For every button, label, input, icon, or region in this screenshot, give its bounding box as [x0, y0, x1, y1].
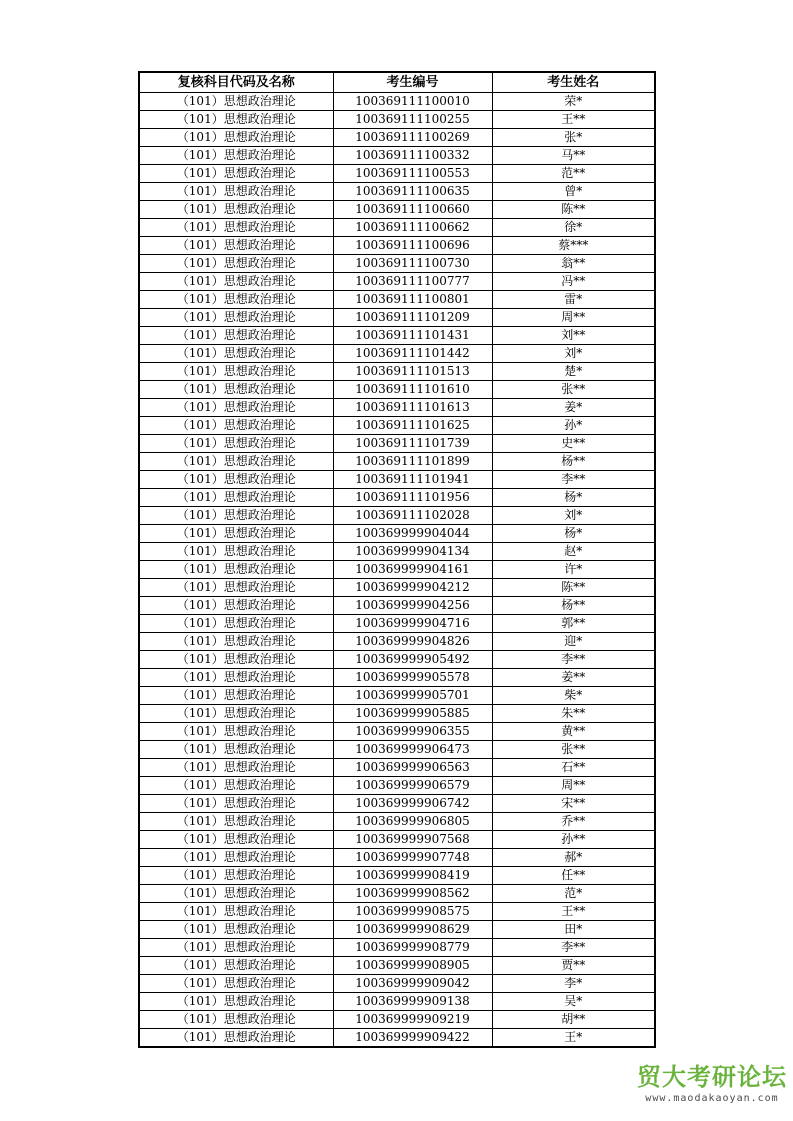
cell-subject: （101）思想政治理论: [139, 615, 333, 633]
cell-candidate-id: 100369999906473: [333, 741, 492, 759]
cell-candidate-name: 楚*: [492, 363, 655, 381]
cell-candidate-id: 100369999906563: [333, 759, 492, 777]
table-row: [139, 795, 655, 813]
cell-candidate-id: 100369111101899: [333, 453, 492, 471]
cell-candidate-id: 100369999906742: [333, 795, 492, 813]
table-row: [139, 111, 655, 129]
cell-candidate-name: 孙*: [492, 417, 655, 435]
cell-candidate-id: 100369999908419: [333, 867, 492, 885]
cell-subject: （101）思想政治理论: [139, 795, 333, 813]
cell-candidate-name: 赵*: [492, 543, 655, 561]
cell-subject: （101）思想政治理论: [139, 597, 333, 615]
cell-subject: （101）思想政治理论: [139, 777, 333, 795]
cell-candidate-id: 100369111102028: [333, 507, 492, 525]
cell-candidate-name: 杨**: [492, 453, 655, 471]
cell-candidate-id: 100369999904161: [333, 561, 492, 579]
cell-candidate-id: 100369999907748: [333, 849, 492, 867]
cell-candidate-name: 张**: [492, 381, 655, 399]
cell-candidate-id: 100369999904044: [333, 525, 492, 543]
cell-subject: （101）思想政治理论: [139, 993, 333, 1011]
table-row: [139, 507, 655, 525]
cell-candidate-name: 翁**: [492, 255, 655, 273]
cell-candidate-name: 姜*: [492, 399, 655, 417]
table-row: [139, 687, 655, 705]
cell-candidate-name: 黄**: [492, 723, 655, 741]
cell-candidate-name: 张*: [492, 129, 655, 147]
cell-subject: （101）思想政治理论: [139, 129, 333, 147]
cell-candidate-name: 王**: [492, 111, 655, 129]
cell-candidate-name: 荣*: [492, 93, 655, 111]
cell-candidate-id: 100369999906805: [333, 813, 492, 831]
table-header-row: [139, 72, 655, 93]
cell-candidate-id: 100369999909219: [333, 1011, 492, 1029]
cell-candidate-name: 宋**: [492, 795, 655, 813]
cell-candidate-name: 郭**: [492, 615, 655, 633]
cell-subject: （101）思想政治理论: [139, 201, 333, 219]
cell-candidate-id: 100369999905578: [333, 669, 492, 687]
table-row: [139, 633, 655, 651]
cell-candidate-name: 雷*: [492, 291, 655, 309]
cell-candidate-id: 100369111100010: [333, 93, 492, 111]
cell-candidate-name: 杨*: [492, 489, 655, 507]
cell-candidate-name: 杨*: [492, 525, 655, 543]
table-row: [139, 777, 655, 795]
cell-candidate-name: 马**: [492, 147, 655, 165]
table-row: [139, 201, 655, 219]
cell-subject: （101）思想政治理论: [139, 813, 333, 831]
cell-candidate-id: 100369111100553: [333, 165, 492, 183]
table-row: [139, 129, 655, 147]
table-row: [139, 831, 655, 849]
table-row: [139, 885, 655, 903]
cell-candidate-id: 100369999908575: [333, 903, 492, 921]
cell-candidate-name: 王*: [492, 1029, 655, 1048]
table-row: [139, 255, 655, 273]
cell-candidate-id: 100369111100662: [333, 219, 492, 237]
cell-subject: （101）思想政治理论: [139, 147, 333, 165]
cell-subject: （101）思想政治理论: [139, 237, 333, 255]
table-row: [139, 1029, 655, 1048]
cell-candidate-id: 100369999906579: [333, 777, 492, 795]
cell-subject: （101）思想政治理论: [139, 867, 333, 885]
cell-subject: （101）思想政治理论: [139, 723, 333, 741]
cell-subject: （101）思想政治理论: [139, 525, 333, 543]
cell-subject: （101）思想政治理论: [139, 705, 333, 723]
cell-candidate-id: 100369999904826: [333, 633, 492, 651]
cell-candidate-id: 100369999906355: [333, 723, 492, 741]
table-row: [139, 723, 655, 741]
table-row: [139, 813, 655, 831]
cell-subject: （101）思想政治理论: [139, 903, 333, 921]
cell-candidate-id: 100369111101431: [333, 327, 492, 345]
table-row: [139, 561, 655, 579]
table-row: [139, 1011, 655, 1029]
cell-candidate-id: 100369111101209: [333, 309, 492, 327]
cell-candidate-id: 100369999905885: [333, 705, 492, 723]
cell-candidate-name: 周**: [492, 777, 655, 795]
cell-subject: （101）思想政治理论: [139, 687, 333, 705]
table-row: [139, 399, 655, 417]
table-row: [139, 597, 655, 615]
cell-candidate-id: 100369111100269: [333, 129, 492, 147]
cell-candidate-name: 杨**: [492, 597, 655, 615]
cell-subject: （101）思想政治理论: [139, 741, 333, 759]
cell-subject: （101）思想政治理论: [139, 849, 333, 867]
cell-candidate-id: 100369999908905: [333, 957, 492, 975]
cell-candidate-id: 100369111100777: [333, 273, 492, 291]
cell-candidate-id: 100369999908779: [333, 939, 492, 957]
cell-subject: （101）思想政治理论: [139, 363, 333, 381]
cell-candidate-name: 朱**: [492, 705, 655, 723]
cell-candidate-id: 100369111101956: [333, 489, 492, 507]
watermark-url: www.maodakaoyan.com: [645, 1093, 779, 1104]
cell-candidate-id: 100369999909042: [333, 975, 492, 993]
cell-candidate-id: 100369111101513: [333, 363, 492, 381]
cell-subject: （101）思想政治理论: [139, 1029, 333, 1048]
cell-candidate-name: 石**: [492, 759, 655, 777]
cell-subject: （101）思想政治理论: [139, 471, 333, 489]
table-row: [139, 867, 655, 885]
table-row: [139, 345, 655, 363]
table-row: [139, 489, 655, 507]
table-row: [139, 669, 655, 687]
cell-candidate-name: 徐*: [492, 219, 655, 237]
cell-candidate-id: 100369999907568: [333, 831, 492, 849]
cell-candidate-name: 范**: [492, 165, 655, 183]
forum-watermark: [637, 1062, 787, 1106]
cell-subject: （101）思想政治理论: [139, 165, 333, 183]
cell-candidate-name: 曾*: [492, 183, 655, 201]
cell-candidate-id: 100369111100332: [333, 147, 492, 165]
cell-candidate-id: 100369999905492: [333, 651, 492, 669]
table-row: [139, 291, 655, 309]
table-row: [139, 309, 655, 327]
table-row: [139, 957, 655, 975]
cell-candidate-name: 陈**: [492, 201, 655, 219]
cell-candidate-id: 100369111100696: [333, 237, 492, 255]
cell-subject: （101）思想政治理论: [139, 507, 333, 525]
table-row: [139, 939, 655, 957]
table-row: [139, 975, 655, 993]
table-row: [139, 93, 655, 111]
cell-candidate-name: 李**: [492, 471, 655, 489]
cell-candidate-id: 100369111100635: [333, 183, 492, 201]
table-row: [139, 615, 655, 633]
cell-subject: （101）思想政治理论: [139, 93, 333, 111]
table-row: [139, 417, 655, 435]
table-row: [139, 453, 655, 471]
cell-candidate-name: 张**: [492, 741, 655, 759]
cell-candidate-name: 刘**: [492, 327, 655, 345]
cell-subject: （101）思想政治理论: [139, 291, 333, 309]
cell-candidate-name: 姜**: [492, 669, 655, 687]
table-row: [139, 651, 655, 669]
cell-candidate-name: 史**: [492, 435, 655, 453]
cell-candidate-name: 迎*: [492, 633, 655, 651]
table-row: [139, 525, 655, 543]
cell-candidate-id: 100369111101442: [333, 345, 492, 363]
table-row: [139, 579, 655, 597]
cell-candidate-name: 许*: [492, 561, 655, 579]
cell-subject: （101）思想政治理论: [139, 345, 333, 363]
cell-subject: （101）思想政治理论: [139, 489, 333, 507]
cell-subject: （101）思想政治理论: [139, 273, 333, 291]
table-row: [139, 273, 655, 291]
cell-candidate-id: 100369999909422: [333, 1029, 492, 1048]
cell-subject: （101）思想政治理论: [139, 885, 333, 903]
review-list-table: [138, 71, 656, 1048]
table-row: [139, 741, 655, 759]
table-body: [139, 93, 655, 1048]
cell-candidate-name: 范*: [492, 885, 655, 903]
table-row: [139, 705, 655, 723]
cell-candidate-name: 柴*: [492, 687, 655, 705]
cell-candidate-id: 100369111101625: [333, 417, 492, 435]
cell-candidate-id: 100369999904134: [333, 543, 492, 561]
cell-subject: （101）思想政治理论: [139, 327, 333, 345]
table-row: [139, 363, 655, 381]
cell-subject: （101）思想政治理论: [139, 759, 333, 777]
cell-candidate-name: 孙**: [492, 831, 655, 849]
cell-candidate-id: 100369999909138: [333, 993, 492, 1011]
header-candidate-name: 考生姓名: [492, 72, 655, 93]
cell-candidate-name: 贾**: [492, 957, 655, 975]
cell-candidate-name: 陈**: [492, 579, 655, 597]
cell-subject: （101）思想政治理论: [139, 435, 333, 453]
cell-subject: （101）思想政治理论: [139, 669, 333, 687]
cell-subject: （101）思想政治理论: [139, 309, 333, 327]
table-row: [139, 993, 655, 1011]
table-row: [139, 759, 655, 777]
cell-subject: （101）思想政治理论: [139, 255, 333, 273]
cell-subject: （101）思想政治理论: [139, 831, 333, 849]
table-row: [139, 327, 655, 345]
cell-subject: （101）思想政治理论: [139, 579, 333, 597]
cell-candidate-id: 100369999908562: [333, 885, 492, 903]
cell-subject: （101）思想政治理论: [139, 939, 333, 957]
cell-subject: （101）思想政治理论: [139, 111, 333, 129]
cell-candidate-name: 冯**: [492, 273, 655, 291]
cell-candidate-name: 李**: [492, 939, 655, 957]
cell-subject: （101）思想政治理论: [139, 633, 333, 651]
cell-candidate-id: 100369111100255: [333, 111, 492, 129]
table-row: [139, 381, 655, 399]
cell-subject: （101）思想政治理论: [139, 561, 333, 579]
cell-candidate-name: 胡**: [492, 1011, 655, 1029]
cell-candidate-id: 100369999904256: [333, 597, 492, 615]
cell-candidate-id: 100369999908629: [333, 921, 492, 939]
cell-candidate-id: 100369111101941: [333, 471, 492, 489]
table-row: [139, 435, 655, 453]
cell-candidate-name: 田*: [492, 921, 655, 939]
table-row: [139, 183, 655, 201]
cell-subject: （101）思想政治理论: [139, 183, 333, 201]
table-row: [139, 921, 655, 939]
cell-subject: （101）思想政治理论: [139, 417, 333, 435]
cell-subject: （101）思想政治理论: [139, 219, 333, 237]
cell-candidate-name: 任**: [492, 867, 655, 885]
cell-candidate-name: 吴*: [492, 993, 655, 1011]
cell-candidate-id: 100369999904212: [333, 579, 492, 597]
cell-candidate-name: 郝*: [492, 849, 655, 867]
cell-candidate-id: 100369111101613: [333, 399, 492, 417]
cell-candidate-id: 100369999905701: [333, 687, 492, 705]
cell-candidate-name: 蔡***: [492, 237, 655, 255]
table-row: [139, 543, 655, 561]
cell-candidate-id: 100369999904716: [333, 615, 492, 633]
cell-candidate-id: 100369111101739: [333, 435, 492, 453]
cell-candidate-id: 100369111100801: [333, 291, 492, 309]
table-row: [139, 903, 655, 921]
cell-candidate-name: 刘*: [492, 507, 655, 525]
table-row: [139, 849, 655, 867]
table-row: [139, 237, 655, 255]
cell-subject: （101）思想政治理论: [139, 453, 333, 471]
cell-subject: （101）思想政治理论: [139, 1011, 333, 1029]
table-row: [139, 219, 655, 237]
cell-candidate-name: 王**: [492, 903, 655, 921]
header-subject: 复核科目代码及名称: [139, 72, 333, 93]
table-row: [139, 471, 655, 489]
cell-subject: （101）思想政治理论: [139, 543, 333, 561]
cell-subject: （101）思想政治理论: [139, 399, 333, 417]
cell-candidate-id: 100369111101610: [333, 381, 492, 399]
table-row: [139, 147, 655, 165]
cell-subject: （101）思想政治理论: [139, 957, 333, 975]
cell-candidate-name: 乔**: [492, 813, 655, 831]
cell-candidate-name: 李*: [492, 975, 655, 993]
table-row: [139, 165, 655, 183]
header-candidate-id: 考生编号: [333, 72, 492, 93]
cell-candidate-name: 刘*: [492, 345, 655, 363]
cell-subject: （101）思想政治理论: [139, 975, 333, 993]
cell-candidate-id: 100369111100660: [333, 201, 492, 219]
cell-candidate-name: 李**: [492, 651, 655, 669]
cell-subject: （101）思想政治理论: [139, 381, 333, 399]
cell-candidate-name: 周**: [492, 309, 655, 327]
cell-candidate-id: 100369111100730: [333, 255, 492, 273]
cell-subject: （101）思想政治理论: [139, 921, 333, 939]
watermark-title: 贸大考研论坛: [637, 1063, 787, 1091]
cell-subject: （101）思想政治理论: [139, 651, 333, 669]
